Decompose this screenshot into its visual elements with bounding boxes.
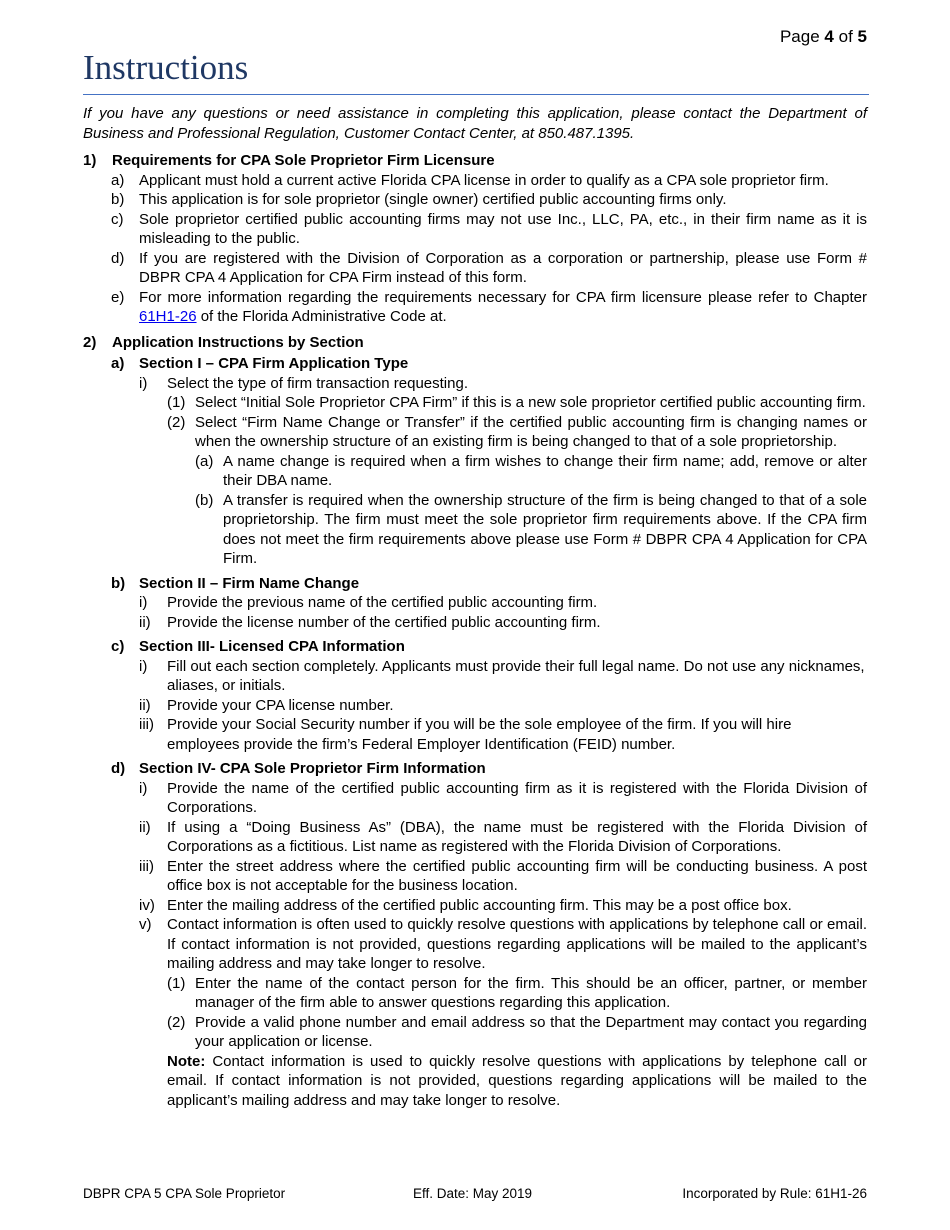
section-title: Application Instructions by Section [112,333,364,351]
item-text: Provide a valid phone number and email address so that the Department may contact you regarding your application or license. [195,1013,867,1050]
list-item [83,249,867,288]
page-current: 4 [824,27,834,46]
item-text: This application is for sole proprietor (single owner) certified public accounting firms only. [139,191,727,208]
item-text: Applicant must hold a current active Florida CPA license in order to qualify as a CPA sole proprietor firm. [139,171,829,189]
item-number: i) [139,374,148,392]
list-item [83,190,867,210]
list-item [83,696,867,716]
item-number: (1) [167,394,186,411]
item-number: b) [111,574,126,592]
item-text: Enter the mailing address of the certified public accounting firm. This may be a post office box. [167,896,792,914]
intro-paragraph: If you have any questions or need assistance in completing this application, please contact the Department of Business and Professional Regulation, Customer Contact Center, at 850.487.1395. [83,105,867,142]
item-text: Select “Initial Sole Proprietor CPA Firm” if this is a new sole proprietor certified public accounting firm. [195,394,866,411]
rule-61h1-26-link[interactable]: 61H1-26 [139,308,197,325]
subsection-title: Section III- Licensed CPA Information [139,638,405,655]
page-of: of [838,27,853,46]
subsection-c-heading [83,637,867,657]
list-item [83,974,867,1013]
item-number: ii) [139,696,151,714]
item-number: v) [139,916,152,933]
item-text: Provide the name of the certified public accounting firm as it is registered with the Florida Division of Corporations. [167,779,867,816]
subsection-title: Section II – Firm Name Change [139,574,360,592]
item-text: Select “Firm Name Change or Transfer” if the certified public accounting firm is changing names or when the ownership structure of an existing firm is being changed to that of a sole proprietorship. [195,413,867,450]
item-text-end: of the Florida Administrative Code at. [196,308,447,325]
list-item [83,715,867,754]
item-number: ii) [139,818,151,836]
section-1-heading [83,151,867,171]
item-number: ii) [139,613,151,631]
page-title: Instructions [83,48,249,87]
item-text: If you are registered with the Division of Corporation as a corporation or partnership, please use Form # DBPR CPA 4 Application for CPA Firm instead of this form. [139,249,867,286]
item-text: Provide the previous name of the certified public accounting firm. [167,594,598,611]
item-number: iii) [139,857,154,875]
item-number: c) [111,638,125,655]
page-number [780,27,867,47]
contact-note [83,1052,867,1111]
list-item [83,413,867,452]
section-2-heading [83,333,867,353]
item-text: A name change is required when a firm wishes to change their firm name; add, remove or alter their DBA name. [223,452,867,489]
page-label: Page [779,27,820,46]
item-text: Provide your CPA license number. [167,696,394,714]
list-item [83,374,867,394]
subsection-title: Section IV- CPA Sole Proprietor Firm Information [139,760,486,777]
list-item [83,491,867,569]
item-text: Provide the license number of the certified public accounting firm. [167,613,601,631]
list-item [83,593,867,613]
section-title: Requirements for CPA Sole Proprietor Firm Licensure [112,152,495,169]
subsection-title: Section I – CPA Firm Application Type [139,355,409,372]
item-number: a) [111,171,125,189]
subsection-a-heading [83,354,867,374]
item-text: A transfer is required when the ownership structure of the firm is being changed to that of a sole proprietorship. The firm must meet the sole proprietor firm requirements above. If the CPA firm does not meet the firm requirements above please use Form # DBPR CPA 4 Application for CPA Firm. [223,491,867,567]
item-number: a) [111,355,125,372]
list-item [83,452,867,491]
item-number: c) [111,210,124,228]
note-text: Contact information is used to quickly resolve questions with applications by telephone call or email. If contact information is not provided, questions regarding applications will be mailed to the applicant’s mailing address and may take longer to resolve. [167,1052,867,1109]
item-text: Enter the street address where the certified public accounting firm will be conducting business. A post office box is not acceptable for the business location. [167,857,867,894]
list-item [83,896,867,916]
item-number: (b) [195,491,214,509]
note-label: Note: [167,1052,206,1070]
item-text: Enter the name of the contact person for the firm. This should be an officer, partner, or member manager of the firm able to answer questions regarding this application. [195,974,867,1011]
item-number: d) [111,760,126,777]
list-item [83,613,867,633]
footer-form-id: DBPR CPA 5 CPA Sole Proprietor [83,1186,286,1201]
item-number: iv) [139,896,155,914]
item-number: (2) [167,1013,186,1031]
item-text: Select the type of firm transaction requesting. [167,374,468,392]
list-item [83,210,867,249]
item-number: d) [111,249,125,267]
item-number: iii) [139,716,154,733]
footer-rule: Incorporated by Rule: 61H1-26 [682,1186,867,1201]
item-text: For more information regarding the requirements necessary for CPA firm licensure please refer to Chapter [139,288,867,306]
list-item [83,1013,867,1052]
item-number: b) [111,191,125,208]
list-item [83,657,867,696]
item-number: (a) [195,452,214,470]
item-text: Contact information is often used to quickly resolve questions with applications by telephone call or email. If contact information is not provided, questions regarding applications will be mailed to the applicant’s mailing address and may take longer to resolve. [167,916,867,972]
item-text: Sole proprietor certified public accounting firms may not use Inc., LLC, PA, etc., in their firm name as it is misleading to the public. [139,210,867,247]
title-divider [83,94,869,95]
page-total: 5 [857,27,867,46]
list-item [83,288,867,327]
list-item [83,818,867,857]
section-number: 2) [83,333,97,351]
item-text: Provide your Social Security number if you will be the sole employee of the firm. If you will hire employees provide the firm’s Federal Employer Identification (FEID) number. [167,716,792,753]
item-number: i) [139,657,148,675]
item-text: If using a “Doing Business As” (DBA), the name must be registered with the Florida Division of Corporations as a fictitious. List name as registered with the Florida Division of Corporations. [167,818,867,855]
list-item [83,171,867,191]
subsection-d-heading [83,759,867,779]
instructions-body [83,104,867,1110]
list-item [83,393,867,413]
subsection-b-heading [83,574,867,594]
list-item [83,915,867,974]
item-number: (2) [167,413,186,431]
section-number: 1) [83,152,97,169]
item-number: e) [111,288,125,306]
item-number: i) [139,779,148,797]
list-item [83,779,867,818]
item-number: (1) [167,974,186,992]
footer-effective-date: Eff. Date: May 2019 [413,1186,533,1201]
list-item [83,857,867,896]
item-text: Fill out each section completely. Applicants must provide their full legal name. Do not use any nicknames, aliases, or initials. [167,657,865,694]
item-number: i) [139,594,148,611]
